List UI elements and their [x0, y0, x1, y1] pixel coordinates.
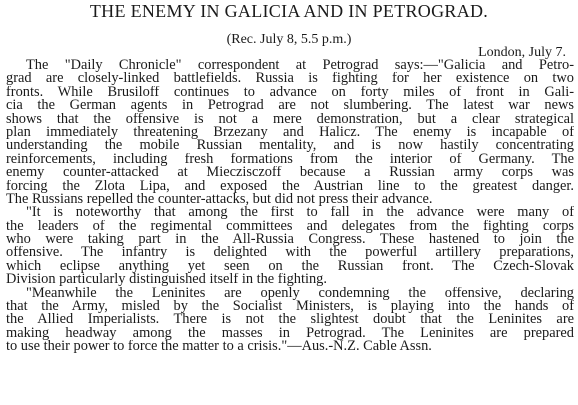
article-line: "It is noteworthy that among the first to fall in the advance were many of: [26, 206, 574, 220]
article-line: plan immediately threatening Brzezany and Halicz. The enemy is incapable of: [6, 125, 574, 140]
article-line: "Meanwhile the Leninites are openly condemning the offensive, declaring: [26, 286, 574, 301]
article-line: enemy counter-attacked at Mieczisczoff because a Russian army corps was: [6, 166, 574, 180]
article-line: that the Army, misled by the Socialist Ministers, is playing into the hands of: [6, 300, 574, 314]
received-time: (Rec. July 8, 5.5 p.m.): [226, 32, 352, 47]
headline: THE ENEMY IN GALICIA AND IN PETROGRAD.: [89, 1, 489, 21]
article-line: to use their power to force the matter to a crisis."—Aus.-N.Z. Cable Assn.: [6, 340, 432, 354]
article-line: reinforcements, including fresh formations from the interior of Germany. The: [6, 152, 574, 167]
article-line: offensive. The infantry is delighted with the powerful artillery preparations,: [6, 246, 574, 260]
article-line: the leaders of the regimental committees and delegates from the fighting corps: [6, 219, 574, 234]
article-line: Division particularly distinguished itself in the fighting.: [6, 273, 327, 287]
article-line: which eclipse anything yet seen on the Russian front. The Czech-Slovak: [6, 259, 574, 274]
article-line: fronts. While Brusiloff continues to advance on forty miles of front in Gali-: [6, 85, 574, 100]
article-body: [6, 59, 574, 354]
article-line: The "Daily Chronicle" correspondent at Petrograd says:—"Galicia and Petro-: [26, 59, 574, 73]
dateline: London, July 7.: [478, 45, 566, 60]
article-line: understanding the mobile Russian mentality, and is now hastily concentrating: [6, 139, 574, 153]
article-line: grad are closely-linked battlefields. Russia is fighting for her existence on two: [6, 72, 574, 86]
article-line: making headway among the masses in Petrograd. The Leninites are prepared: [6, 326, 574, 341]
article-line: the Allied Imperialists. There is not the slightest doubt that the Leninites are: [6, 313, 574, 327]
article-line: shows that the offensive is not a mere demonstration, but a clear strategical: [6, 112, 574, 126]
article-line: who were taking part in the All-Russia Congress. These hastened to join the: [6, 233, 574, 247]
article-line: cia the German agents in Petrograd are not slumbering. The latest war news: [6, 99, 574, 113]
article-line: forcing the Zlota Lipa, and exposed the Austrian line to the greatest danger.: [6, 179, 574, 193]
article-line: The Russians repelled the counter-attacks, but did not press their advance.: [6, 192, 433, 207]
